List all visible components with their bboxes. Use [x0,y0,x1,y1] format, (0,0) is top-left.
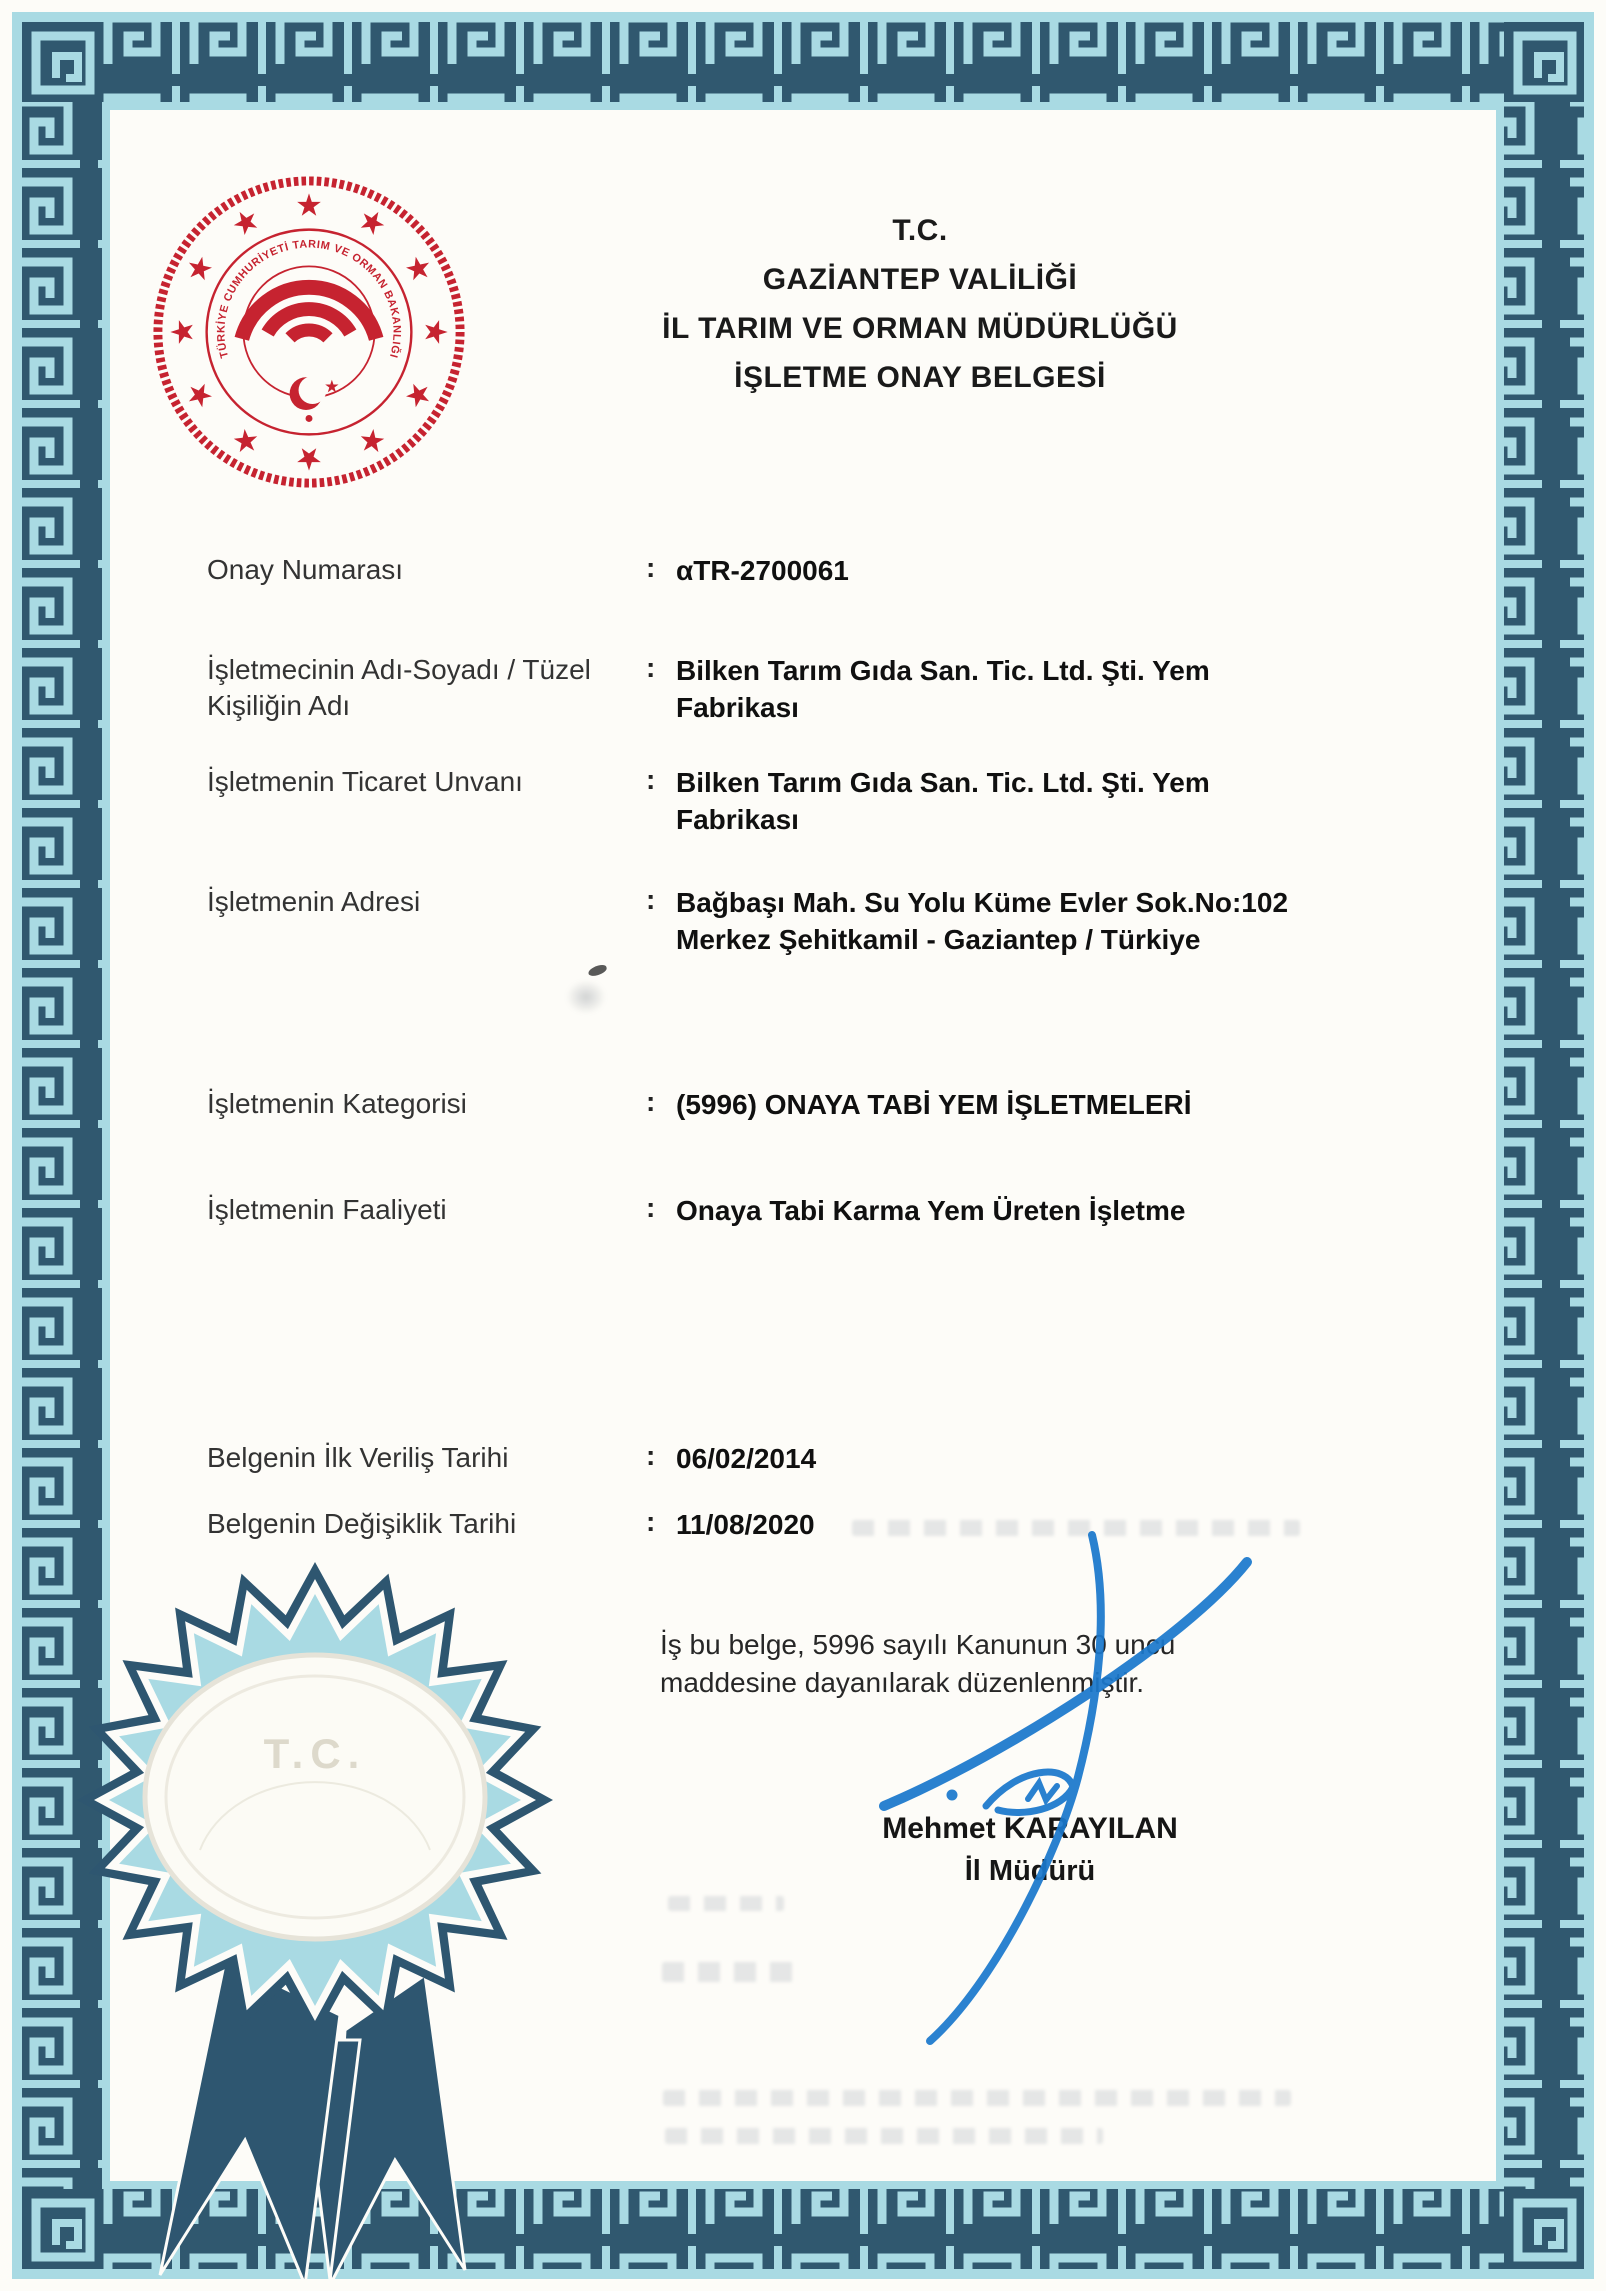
field-value: Bilken Tarım Gıda San. Tic. Ltd. Şti. Yem Fabrikası [676,767,1210,835]
field-row-trade-name [207,764,1397,838]
document-title: İŞLETME ONAY BELGESİ [734,361,1106,394]
seal-rosette [50,1550,610,2291]
signature-ink [840,1515,1360,2060]
field-colon: : [646,884,656,915]
field-label: İşletmenin Faaliyeti [207,1194,447,1225]
signatory-name: Mehmet KARAYILAN [882,1812,1178,1845]
field-row-address [207,884,1397,958]
field-colon: : [646,1506,656,1537]
legal-statement: İş bu belge, 5996 sayılı Kanunun 30 uncu maddesine dayanılarak düzenlenmiştir. [660,1629,1176,1698]
field-label: İşletmenin Kategorisi [207,1088,467,1119]
field-value: 06/02/2014 [676,1443,817,1474]
field-label: Belgenin Değişiklik Tarihi [207,1508,517,1539]
field-row-first-issue-date [207,1440,1397,1477]
field-colon: : [646,764,656,795]
field-label: Onay Numarası [207,554,404,585]
field-row-approval-number [207,552,1397,589]
embossed-seal-text: T.C. [263,1730,367,1777]
field-value: Onaya Tabi Karma Yem Üreten İşletme [676,1195,1186,1226]
header-mudurluk: İL TARIM VE ORMAN MÜDÜRLÜĞÜ [662,312,1178,345]
document-header [520,206,1320,402]
field-label: İşletmenin Adresi [207,886,421,917]
field-colon: : [646,1086,656,1117]
field-label: İşletmenin Ticaret Unvanı [207,766,523,797]
field-value: Bilken Tarım Gıda San. Tic. Ltd. Şti. Yem Fabrikası [676,655,1210,723]
field-colon: : [646,552,656,583]
field-label: İşletmecinin Adı-Soyadı / Tüzel Kişiliğin Adı [207,654,591,721]
field-value: 11/08/2020 [676,1509,815,1540]
field-label: Belgenin İlk Veriliş Tarihi [207,1442,509,1473]
field-value: αTR-2700061 [676,555,849,586]
field-colon: : [646,652,656,683]
emblem-ring-text: TÜRKİYE CUMHURİYETİ TARIM VE ORMAN BAKANLIĞI [215,238,403,360]
field-row-category [207,1086,1397,1123]
field-row-activity [207,1192,1397,1229]
field-colon: : [646,1440,656,1471]
field-row-operator-name [207,652,1397,726]
field-value: (5996) ONAYA TABİ YEM İŞLETMELERİ [676,1089,1192,1120]
header-tc: T.C. [892,214,948,247]
embossed-seal [145,1655,485,1939]
signatory-title: İl Müdürü [964,1855,1096,1887]
field-colon: : [646,1192,656,1223]
field-value: Bağbaşı Mah. Su Yolu Küme Evler Sok.No:102 Merkez Şehitkamil - Gaziantep / Türkiye [676,887,1289,955]
header-valilik: GAZİANTEP VALİLİĞİ [762,263,1078,296]
